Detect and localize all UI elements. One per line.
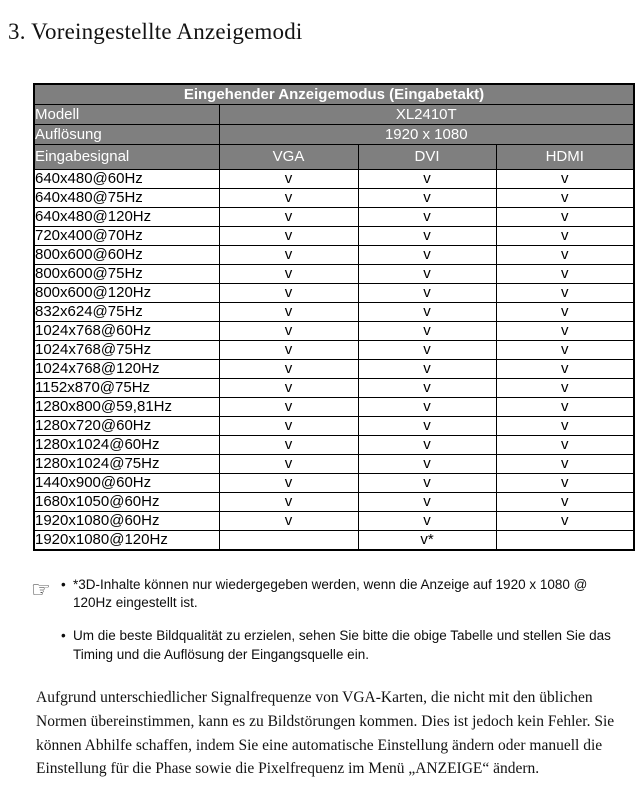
footer-paragraph: Aufgrund unterschiedlicher Signalfrequenze von VGA-Karten, die nicht mit den üblichen Normen übereinstimmen, kann es zu Bildstörungen kommen. Dies ist jedoch kein Fehler. Sie können Abhilfe schaffen, indem Sie eine automatische Einstellung ändern oder manuell die Einstellung für die Phase sowie die Pixelfrequenz im Menü „ANZEIGE“ ändern. — [36, 689, 615, 778]
support-cell-hdmi: v — [496, 245, 634, 264]
support-cell-vga: v — [219, 473, 358, 492]
support-cell-hdmi: v — [496, 435, 634, 454]
support-cell-dvi: v — [358, 492, 496, 511]
signal-label: Eingabesignal — [34, 144, 219, 169]
table-row — [34, 511, 634, 530]
support-cell-hdmi: v — [496, 492, 634, 511]
support-cell-vga: v — [219, 226, 358, 245]
mode-cell: 1280x1024@60Hz — [34, 435, 219, 454]
support-cell-hdmi: v — [496, 378, 634, 397]
mode-cell: 1280x720@60Hz — [34, 416, 219, 435]
table-row — [34, 321, 634, 340]
support-cell-hdmi: v — [496, 511, 634, 530]
support-cell-hdmi — [496, 530, 634, 550]
mode-cell: 1152x870@75Hz — [34, 378, 219, 397]
mode-cell: 640x480@75Hz — [34, 188, 219, 207]
support-cell-dvi: v — [358, 416, 496, 435]
table-row — [34, 530, 634, 550]
support-cell-vga: v — [219, 245, 358, 264]
table-row — [34, 397, 634, 416]
table-row — [34, 473, 634, 492]
support-cell-dvi: v — [358, 226, 496, 245]
mode-cell: 1920x1080@60Hz — [34, 511, 219, 530]
support-cell-dvi: v — [358, 283, 496, 302]
support-cell-vga: v — [219, 283, 358, 302]
table-row — [34, 245, 634, 264]
support-cell-hdmi: v — [496, 188, 634, 207]
support-cell-vga: v — [219, 321, 358, 340]
mode-cell: 640x480@120Hz — [34, 207, 219, 226]
support-cell-dvi: v — [358, 378, 496, 397]
signal-header-row — [34, 144, 634, 169]
table-row — [34, 226, 634, 245]
support-cell-vga: v — [219, 435, 358, 454]
support-cell-hdmi: v — [496, 359, 634, 378]
support-cell-hdmi: v — [496, 340, 634, 359]
support-cell-dvi: v* — [358, 530, 496, 550]
mode-cell: 640x480@60Hz — [34, 169, 219, 188]
notes-section — [31, 576, 615, 666]
support-cell-dvi: v — [358, 454, 496, 473]
support-cell-hdmi: v — [496, 302, 634, 321]
note-item: • *3D-Inhalte können nur wiedergegeben werden, wenn die Anzeige auf 1920 x 1080 @ 120Hz eingestellt ist. — [61, 576, 613, 614]
table-row — [34, 207, 634, 226]
model-value: XL2410T — [219, 104, 634, 124]
support-cell-dvi: v — [358, 207, 496, 226]
table-row — [34, 302, 634, 321]
model-row — [34, 104, 634, 124]
support-cell-vga: v — [219, 416, 358, 435]
mode-cell: 832x624@75Hz — [34, 302, 219, 321]
mode-cell: 800x600@120Hz — [34, 283, 219, 302]
support-cell-hdmi: v — [496, 264, 634, 283]
support-cell-hdmi: v — [496, 226, 634, 245]
support-cell-hdmi: v — [496, 283, 634, 302]
support-cell-dvi: v — [358, 264, 496, 283]
support-cell-hdmi: v — [496, 321, 634, 340]
table-row — [34, 378, 634, 397]
support-cell-vga: v — [219, 492, 358, 511]
mode-cell: 1280x1024@75Hz — [34, 454, 219, 473]
support-cell-hdmi: v — [496, 416, 634, 435]
table-row — [34, 169, 634, 188]
model-label: Modell — [34, 104, 219, 124]
page-title: 3. Voreingestellte Anzeigemodi — [8, 19, 303, 44]
table-row — [34, 188, 634, 207]
support-cell-hdmi: v — [496, 454, 634, 473]
resolution-value: 1920 x 1080 — [219, 124, 634, 144]
support-cell-dvi: v — [358, 473, 496, 492]
support-cell-vga: v — [219, 207, 358, 226]
display-modes-table — [33, 83, 635, 551]
resolution-label: Auflösung — [34, 124, 219, 144]
support-cell-dvi: v — [358, 188, 496, 207]
support-cell-vga — [219, 530, 358, 550]
notes-list — [61, 576, 613, 666]
mode-cell: 1280x800@59,81Hz — [34, 397, 219, 416]
support-cell-hdmi: v — [496, 473, 634, 492]
mode-cell: 1440x900@60Hz — [34, 473, 219, 492]
support-cell-vga: v — [219, 169, 358, 188]
support-cell-dvi: v — [358, 302, 496, 321]
support-cell-dvi: v — [358, 340, 496, 359]
support-cell-vga: v — [219, 397, 358, 416]
column-header-dvi: DVI — [358, 144, 496, 169]
pointing-hand-icon: ☞ — [31, 577, 51, 603]
support-cell-vga: v — [219, 264, 358, 283]
support-cell-dvi: v — [358, 245, 496, 264]
support-cell-dvi: v — [358, 359, 496, 378]
table-row — [34, 359, 634, 378]
support-cell-vga: v — [219, 454, 358, 473]
manual-page — [0, 18, 643, 781]
table-title-row — [34, 84, 634, 105]
table-title: Eingehender Anzeigemodus (Eingabetakt) — [34, 84, 634, 105]
support-cell-dvi: v — [358, 321, 496, 340]
mode-cell: 1024x768@60Hz — [34, 321, 219, 340]
mode-cell: 1024x768@120Hz — [34, 359, 219, 378]
table-row — [34, 492, 634, 511]
support-cell-vga: v — [219, 340, 358, 359]
mode-cell: 1024x768@75Hz — [34, 340, 219, 359]
support-cell-vga: v — [219, 378, 358, 397]
note-item: • Um die beste Bildqualität zu erzielen, sehen Sie bitte die obige Tabelle und stellen Sie das Timing und die Auflösung der Eingangsquelle ein. — [61, 627, 613, 665]
support-cell-dvi: v — [358, 169, 496, 188]
support-cell-hdmi: v — [496, 169, 634, 188]
support-cell-hdmi: v — [496, 207, 634, 226]
table-row — [34, 435, 634, 454]
support-cell-vga: v — [219, 511, 358, 530]
support-cell-hdmi: v — [496, 397, 634, 416]
table-row — [34, 454, 634, 473]
support-cell-vga: v — [219, 359, 358, 378]
resolution-row — [34, 124, 634, 144]
mode-cell: 1680x1050@60Hz — [34, 492, 219, 511]
mode-cell: 720x400@70Hz — [34, 226, 219, 245]
support-cell-vga: v — [219, 188, 358, 207]
support-cell-dvi: v — [358, 435, 496, 454]
modes-tbody — [34, 84, 634, 550]
mode-cell: 1920x1080@120Hz — [34, 530, 219, 550]
mode-cell: 800x600@60Hz — [34, 245, 219, 264]
table-row — [34, 264, 634, 283]
support-cell-dvi: v — [358, 511, 496, 530]
column-header-hdmi: HDMI — [496, 144, 634, 169]
table-row — [34, 283, 634, 302]
table-row — [34, 340, 634, 359]
support-cell-dvi: v — [358, 397, 496, 416]
mode-cell: 800x600@75Hz — [34, 264, 219, 283]
support-cell-vga: v — [219, 302, 358, 321]
column-header-vga: VGA — [219, 144, 358, 169]
table-row — [34, 416, 634, 435]
